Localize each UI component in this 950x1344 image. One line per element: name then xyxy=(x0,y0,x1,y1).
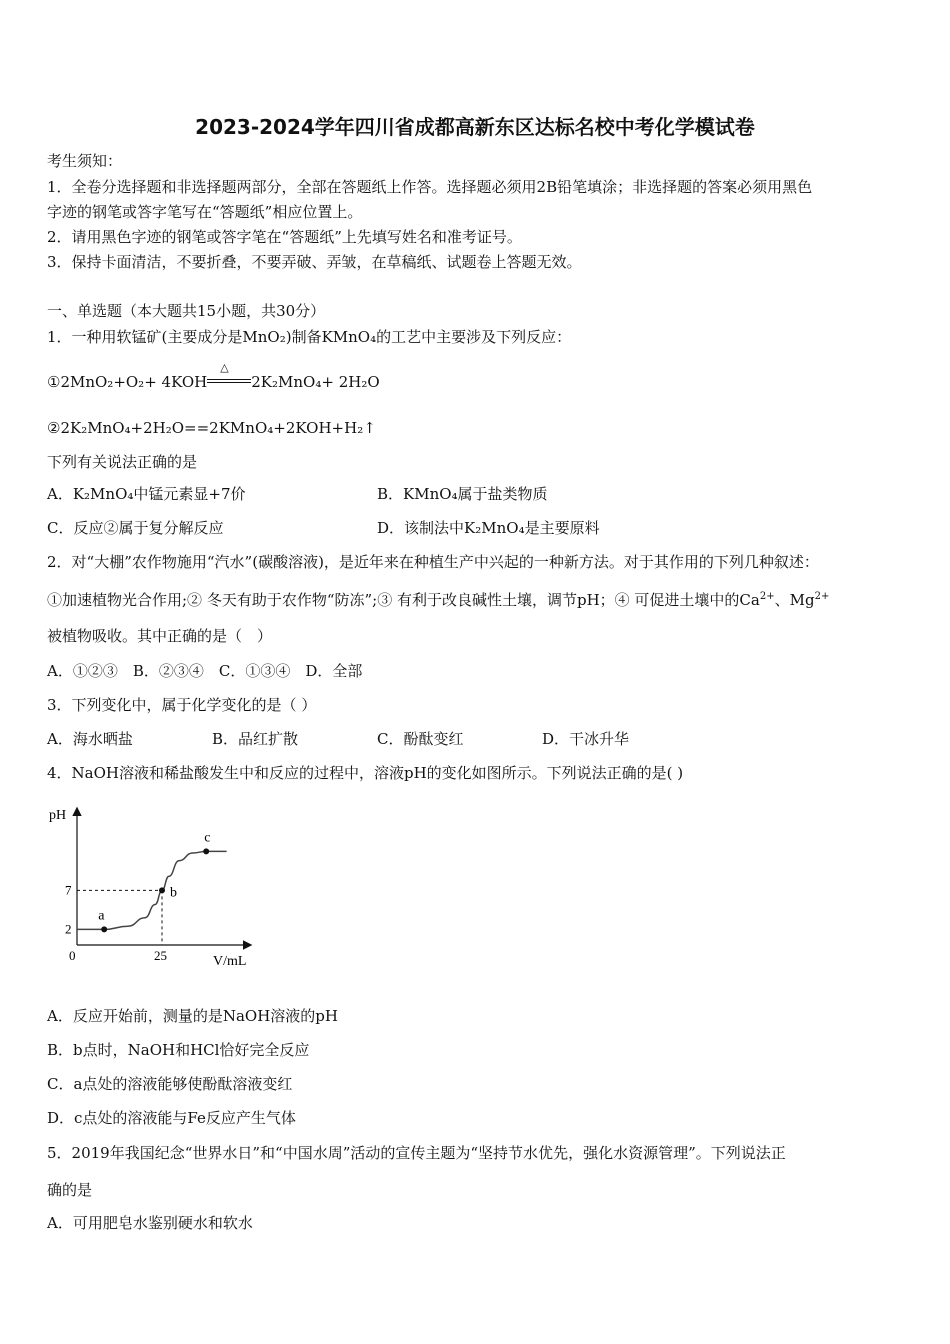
notice-line-2: 2．请用黑色字迹的钢笔或答字笔在“答题纸”上先填写姓名和准考证号。 xyxy=(47,228,522,246)
notice-line-1a: 1．全卷分选择题和非选择题两部分，全部在答题纸上作答。选择题必须用2B铅笔填涂；非选择题的答案必须用黑色 xyxy=(47,178,813,196)
q1-option-b[interactable]: B．KMnO₄属于盐类物质 xyxy=(377,485,548,503)
notice-line-1b: 字迹的钢笔或答字笔写在“答题纸”相应位置上。 xyxy=(47,203,363,221)
ph-chart xyxy=(45,797,270,977)
q3-option-a[interactable]: A．海水晒盐 xyxy=(47,730,133,748)
notice-line-3: 3．保持卡面清洁，不要折叠，不要弄破、弄皱，在草稿纸、试题卷上答题无效。 xyxy=(47,253,582,271)
q3-option-c[interactable]: C．酚酞变红 xyxy=(377,730,464,748)
q2-stem: 2．对“大棚”农作物施用“汽水”(碳酸溶液)，是近年来在种植生产中兴起的一种新方法。对于其作用的下列几种叙述： xyxy=(47,553,819,571)
point-a xyxy=(101,926,107,932)
x-tick-0: 0 xyxy=(69,948,76,963)
q1-reaction-2: ②2K₂MnO₄+2H₂O==2KMnO₄+2KOH+H₂↑ xyxy=(47,419,376,437)
q2-items-end: 被植物吸收。其中正确的是（ ） xyxy=(47,627,273,645)
point-label-a: a xyxy=(98,908,105,924)
x-tick-25: 25 xyxy=(154,948,167,963)
point-label-c: c xyxy=(204,830,211,846)
q1-reaction-1-right: 2K₂MnO₄+ 2H₂O xyxy=(251,373,380,391)
q1-option-c[interactable]: C．反应②属于复分解反应 xyxy=(47,519,224,537)
q1-stem: 1．一种用软锰矿(主要成分是MnO₂)制备KMnO₄的工艺中主要涉及下列反应： xyxy=(47,328,572,346)
q5-stem-b: 确的是 xyxy=(47,1181,93,1199)
heat-condition: △ xyxy=(220,361,229,374)
q4-option-b[interactable]: B．b点时，NaOH和HCl恰好完全反应 xyxy=(47,1041,310,1059)
q4-stem: 4．NaOH溶液和稀盐酸发生中和反应的过程中，溶液pH的变化如图所示。下列说法正确的是( ) xyxy=(47,764,684,782)
mg-charge: 2+ xyxy=(814,591,830,602)
point-b xyxy=(159,887,165,893)
q2-items-sep: 、Mg xyxy=(774,591,815,609)
page-title: 2023-2024学年四川省成都高新东区达标名校中考化学模试卷 xyxy=(195,115,755,139)
q3-option-d[interactable]: D．干冰升华 xyxy=(542,730,630,748)
notice-heading: 考生须知： xyxy=(47,152,123,170)
section-heading: 一、单选题（本大题共15小题，共30分） xyxy=(47,302,326,320)
q1-option-a[interactable]: A．K₂MnO₄中锰元素显+7价 xyxy=(47,485,246,503)
q2-items xyxy=(47,590,829,610)
ca-charge: 2+ xyxy=(759,591,775,602)
q5-option-a[interactable]: A．可用肥皂水鉴别硬水和软水 xyxy=(47,1214,253,1232)
q1-option-d[interactable]: D．该制法中K₂MnO₄是主要原料 xyxy=(377,519,600,537)
q3-stem: 3．下列变化中，属于化学变化的是（ ） xyxy=(47,696,317,714)
q4-option-d[interactable]: D．c点处的溶液能与Fe反应产生气体 xyxy=(47,1109,296,1127)
q1-reaction-1-left: ①2MnO₂+O₂+ 4KOH xyxy=(47,373,208,391)
q1-reaction-1 xyxy=(47,361,380,392)
y-tick-2: 2 xyxy=(65,921,72,937)
q3-option-b[interactable]: B．品红扩散 xyxy=(212,730,299,748)
q2-options[interactable]: A．①②③ B．②③④ C．①③④ D．全部 xyxy=(47,662,363,680)
point-label-b: b xyxy=(170,885,177,901)
q1-ask: 下列有关说法正确的是 xyxy=(47,453,198,471)
heat-arrow xyxy=(207,361,251,392)
q2-items-text: ①加速植物光合作用;② 冬天有助于农作物“防冻”;③ 有利于改良碱性土壤，调节pH；④ 可促进土壤中的Ca xyxy=(47,591,760,609)
point-c xyxy=(203,848,209,854)
y-tick-7: 7 xyxy=(65,882,72,898)
q4-option-c[interactable]: C．a点处的溶液能够使酚酞溶液变红 xyxy=(47,1075,293,1093)
q5-stem-a: 5．2019年我国纪念“世界水日”和“中国水周”活动的宣传主题为“坚持节水优先，强化水资源管理”。下列说法正 xyxy=(47,1144,786,1162)
y-axis-label: pH xyxy=(49,808,67,823)
x-axis-label: V/mL xyxy=(213,954,247,969)
q4-option-a[interactable]: A．反应开始前，测量的是NaOH溶液的pH xyxy=(47,1007,338,1025)
